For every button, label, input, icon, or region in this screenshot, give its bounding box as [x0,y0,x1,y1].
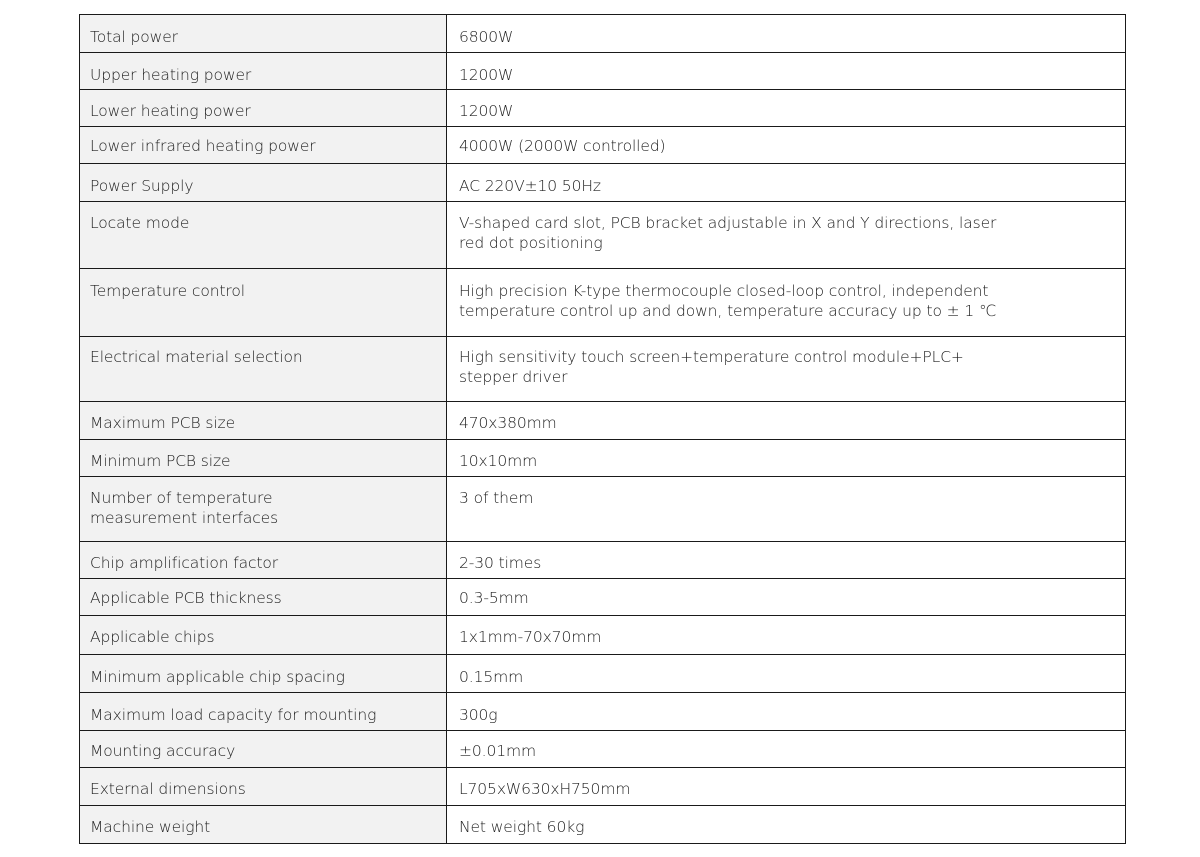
param-value: 4000W (2000W controlled) [459,137,666,155]
param-value: 1200W [459,102,514,120]
value-cell [447,806,1126,844]
param-cell [80,440,447,477]
param-value: 300g [459,706,498,724]
table-row [80,164,1126,202]
param-value: ±0.01mm [459,742,536,760]
param-cell [80,655,447,693]
param-value: 3 of them [459,489,534,507]
table-row [80,440,1126,477]
table-row [80,127,1126,164]
param-cell [80,127,447,164]
value-cell [447,53,1126,90]
param-label: Locate mode [90,214,190,232]
param-label: Upper heating power [90,66,252,84]
value-cell [447,15,1126,53]
table-row [80,337,1126,402]
param-label: Applicable chips [90,628,215,646]
param-label: Total power [90,28,178,46]
table-row [80,15,1126,53]
table-row [80,202,1126,269]
table-row [80,693,1126,731]
param-value: High precision K-type thermocouple closed-loop control, independent temperature control up and down, temperature accuracy up to ± 1 ℃ [459,282,997,320]
value-cell [447,269,1126,337]
table-row [80,402,1126,440]
param-cell [80,269,447,337]
param-label: Chip amplification factor [90,554,279,572]
table-row [80,579,1126,616]
value-cell [447,402,1126,440]
value-cell [447,164,1126,202]
param-cell [80,202,447,269]
value-cell [447,616,1126,655]
param-cell [80,731,447,768]
param-label: Minimum applicable chip spacing [90,668,345,686]
param-label: Electrical material selection [90,348,303,366]
param-cell [80,806,447,844]
param-value: AC 220V±10 50Hz [459,177,601,195]
param-label: Minimum PCB size [90,452,231,470]
param-cell [80,477,447,542]
table-row [80,53,1126,90]
table-row [80,731,1126,768]
param-label: Mounting accuracy [90,742,236,760]
param-value: 2-30 times [459,554,542,572]
value-cell [447,693,1126,731]
table-row [80,90,1126,127]
value-cell [447,440,1126,477]
param-cell [80,53,447,90]
param-label: Temperature control [90,282,245,300]
param-value: V-shaped card slot, PCB bracket adjustable in X and Y directions, laser red dot positioning [459,214,997,252]
param-label: Power Supply [90,177,194,195]
value-cell [447,337,1126,402]
value-cell [447,731,1126,768]
param-cell [80,768,447,806]
param-label: Applicable PCB thickness [90,589,282,607]
param-value: 1200W [459,66,514,84]
param-label: Lower infrared heating power [90,137,316,155]
param-label: Lower heating power [90,102,251,120]
table-row [80,806,1126,844]
param-value: L705xW630xH750mm [459,780,631,798]
specs-table [79,14,1126,844]
table-row [80,269,1126,337]
value-cell [447,127,1126,164]
param-cell [80,616,447,655]
param-cell [80,402,447,440]
value-cell [447,202,1126,269]
param-value: 470x380mm [459,414,557,432]
value-cell [447,655,1126,693]
table-row [80,477,1126,542]
table-row [80,768,1126,806]
table-row [80,655,1126,693]
param-value: Net weight 60kg [459,818,585,836]
param-label: External dimensions [90,780,246,798]
param-cell [80,693,447,731]
table-row [80,616,1126,655]
value-cell [447,768,1126,806]
param-cell [80,164,447,202]
param-value: 0.15mm [459,668,524,686]
param-cell [80,15,447,53]
param-label: Maximum PCB size [90,414,235,432]
value-cell [447,579,1126,616]
param-label: Number of temperature measurement interfaces [90,489,279,527]
param-cell [80,90,447,127]
param-label: Maximum load capacity for mounting [90,706,377,724]
table-row [80,542,1126,579]
param-cell [80,542,447,579]
param-cell [80,579,447,616]
param-cell [80,337,447,402]
param-value: 1x1mm-70x70mm [459,628,602,646]
param-value: 6800W [459,28,514,46]
param-value: High sensitivity touch screen+temperature control module+PLC+ stepper driver [459,348,964,386]
param-value: 10x10mm [459,452,538,470]
param-label: Machine weight [90,818,211,836]
param-value: 0.3-5mm [459,589,529,607]
value-cell [447,477,1126,542]
value-cell [447,90,1126,127]
value-cell [447,542,1126,579]
